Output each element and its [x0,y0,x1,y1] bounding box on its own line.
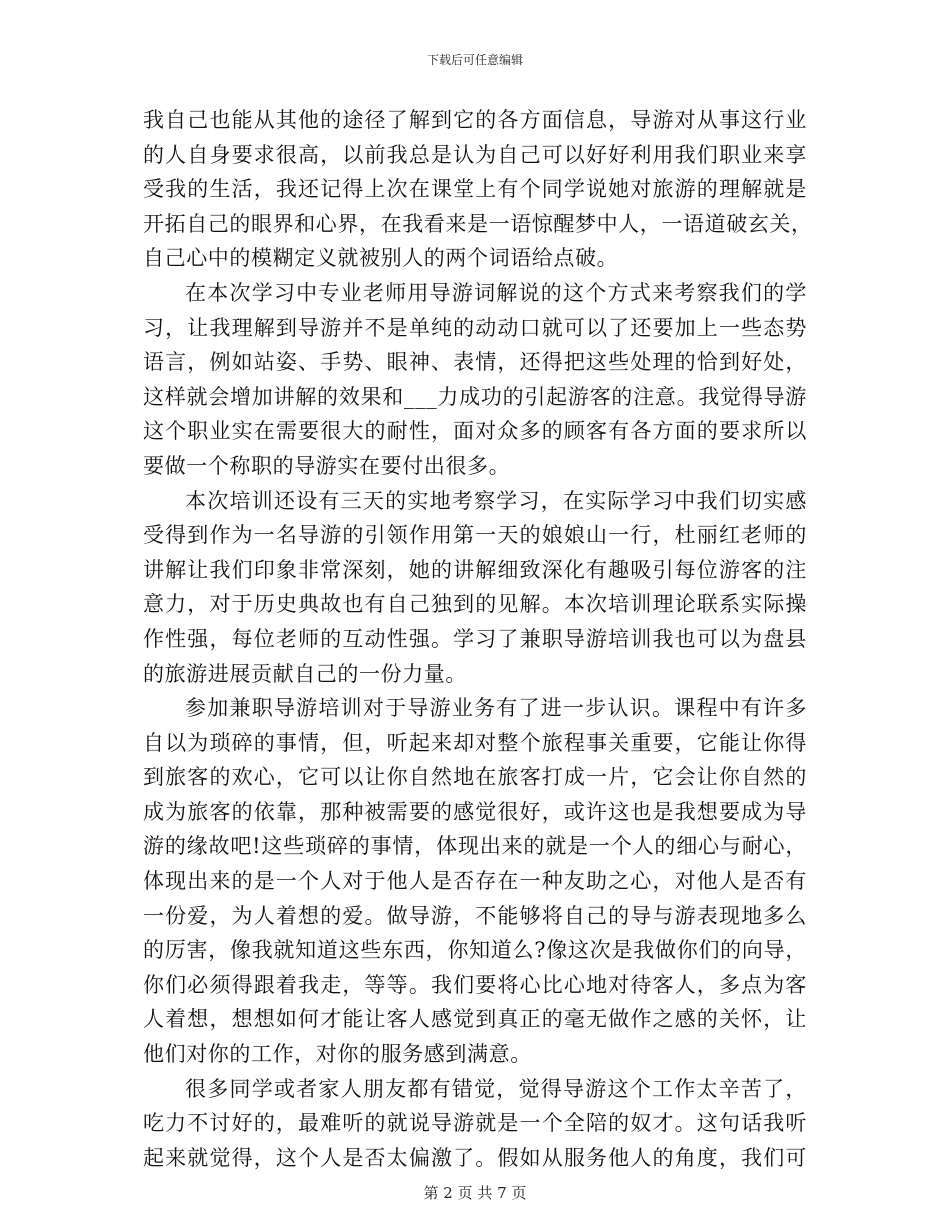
text-line: 开拓自己的眼界和心界，在我看来是一语惊醒梦中人，一语道破玄关， [143,211,813,236]
text-line: 的厉害，像我就知道这些东西，你知道么?像这次是我做你们的向导， [143,938,807,963]
paragraph-first-line: 本次培训还设有三天的实地考察学习，在实际学习中我们切实感 [185,488,807,513]
text-line: 受我的生活，我还记得上次在课堂上有个同学说她对旅游的理解就是 [143,177,807,202]
text-line: 语言，例如站姿、手势、眼神、表情，还得把这些处理的恰到好处， [143,350,807,375]
text-line: 自以为琐碎的事情，但，听起来却对整个旅程事关重要，它能让你得 [143,730,807,755]
text-line: 人着想，想想如何才能让客人感觉到真正的毫无做作之感的关怀，让 [143,1007,807,1032]
text-line: 这样就会增加讲解的效果和___力成功的引起游客的注意。我觉得导游 [143,384,807,409]
text-line: 起来就觉得，这个人是否太偏激了。假如从服务他人的角度，我们可 [143,1145,807,1170]
page-header: 下载后可任意编辑 [426,53,523,67]
text-line: 受得到作为一名导游的引领作用第一天的娘娘山一行，杜丽红老师的 [143,523,807,548]
text-line: 这个职业实在需要很大的耐性，面对众多的顾客有各方面的要求所以 [143,419,807,444]
text-line: 意力，对于历史典故也有自己独到的见解。本次培训理论联系实际操 [143,592,807,617]
page-footer: 第 2 页 共 7 页 [423,1184,527,1202]
text-line: 的旅游进展贡献自己的一份力量。 [143,661,467,686]
text-line: 吃力不讨好的，最难听的就说导游就是一个全陪的奴才。这句话我听 [143,1111,807,1136]
paragraph-first-line: 参加兼职导游培训对于导游业务有了进一步认识。课程中有许多 [185,696,807,721]
text-line: 我自己也能从其他的途径了解到它的各方面信息，导游对从事这行业 [143,108,807,132]
text-line: 的人自身要求很高，以前我总是认为自己可以好好利用我们职业来享 [143,142,807,167]
text-line: 一份爱，为人着想的爱。做导游，不能够将自己的导与游表现地多么 [143,903,807,928]
text-line: 到旅客的欢心，它可以让你自然地在旅客打成一片，它会让你自然的 [143,765,807,790]
paragraph-first-line: 在本次学习中专业老师用导游词解说的这个方式来考察我们的学 [185,280,807,305]
text-line: 自己心中的模糊定义就被别人的两个词语给点破。 [143,246,619,271]
text-line: 你们必须得跟着我走，等等。我们要将心比心地对待客人，多点为客 [143,972,807,997]
paragraph-first-line: 很多同学或者家人朋友都有错觉，觉得导游这个工作太辛苦了， [185,1076,807,1101]
document-body [143,103,813,1175]
text-line: 成为旅客的依靠，那种被需要的感觉很好，或许这也是我想要成为导 [143,799,807,824]
text-line: 作性强，每位老师的互动性强。学习了兼职导游培训我也可以为盘县 [143,626,807,651]
text-line: 讲解让我们印象非常深刻，她的讲解细致深化有趣吸引每位游客的注 [143,557,807,582]
text-line: 体现出来的是一个人对于他人是否存在一种友助之心，对他人是否有 [143,869,807,894]
text-line: 他们对你的工作，对你的服务感到满意。 [143,1042,532,1067]
text-line: 要做一个称职的导游实在要付出很多。 [143,453,511,478]
text-line: 游的缘故吧!这些琐碎的事情，体现出来的就是一个人的细心与耐心， [143,834,807,859]
text-line: 习，让我理解到导游并不是单纯的动动口就可以了还要加上一些态势 [143,315,807,340]
